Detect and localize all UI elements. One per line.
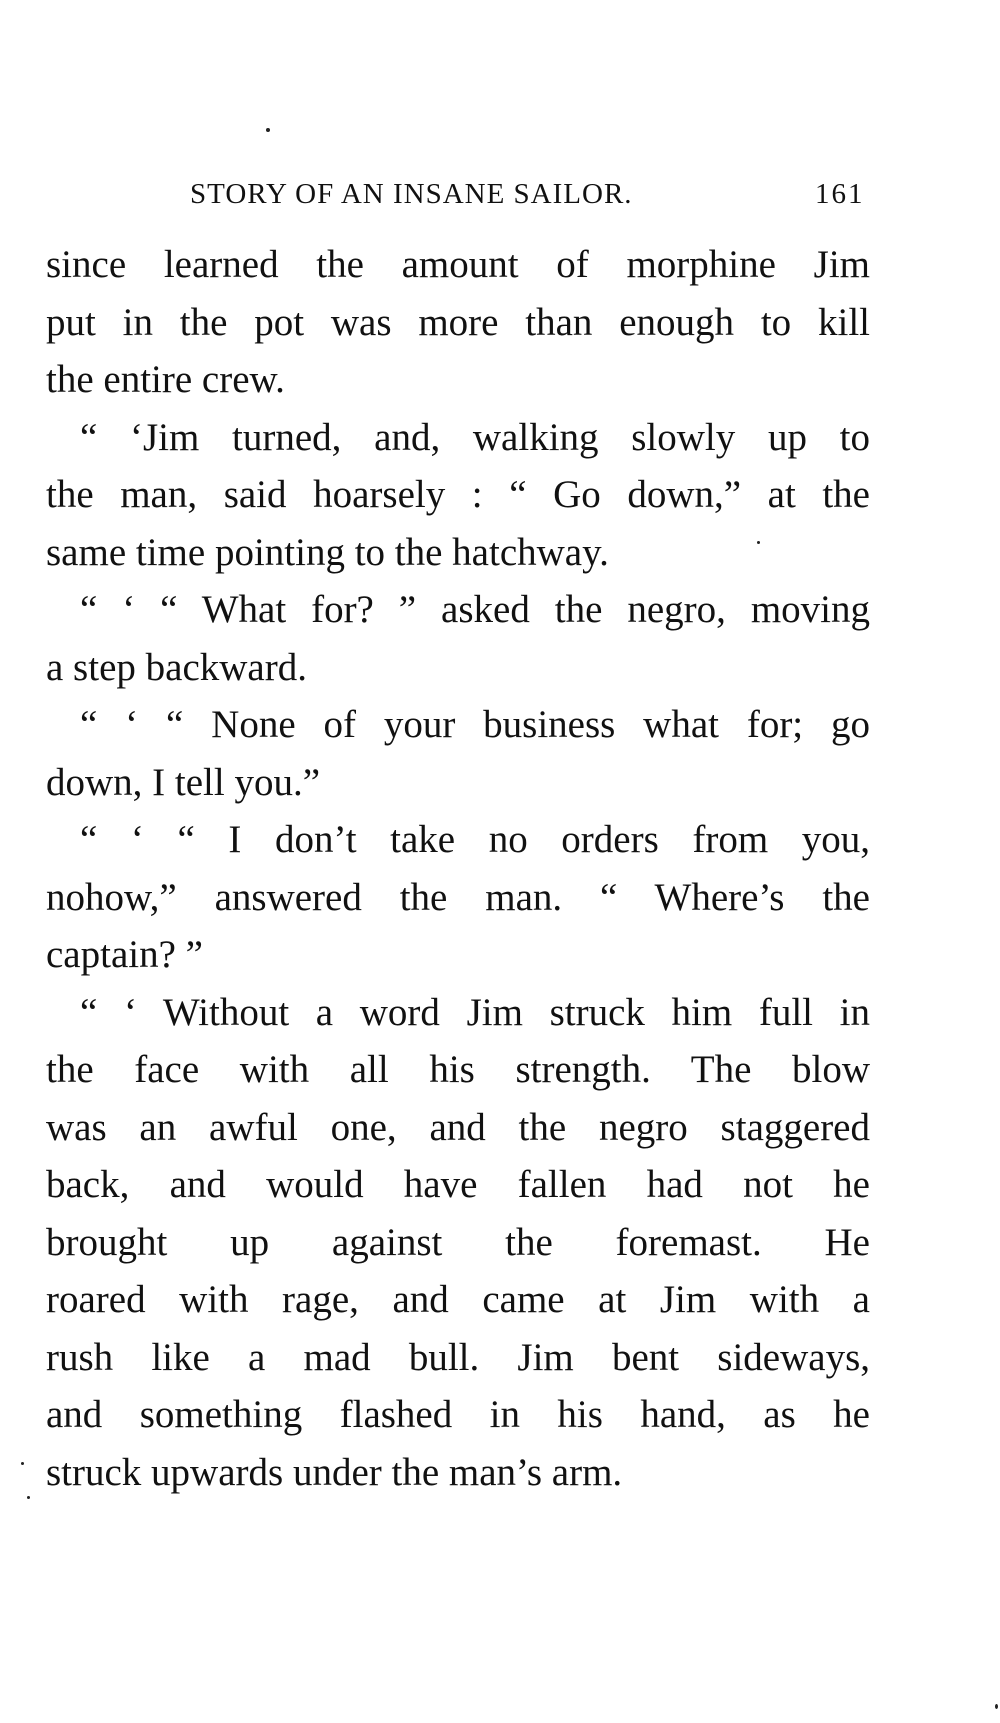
- text-line: roared with rage, and came at Jim with a: [46, 1278, 870, 1321]
- text-line: “ ‘ “ None of your business what for; go: [80, 703, 870, 746]
- text-line: “ ‘ Without a word Jim struck him full in: [80, 990, 870, 1034]
- text-line: a step backward.: [46, 645, 307, 689]
- text-line: struck upwards under the man’s arm.: [46, 1450, 623, 1494]
- body-text: [46, 236, 870, 1501]
- ink-speck: [995, 1704, 998, 1709]
- ink-speck: [21, 1462, 24, 1465]
- running-title: STORY OF AN INSANE SAILOR.: [190, 178, 633, 210]
- text-line: captain? ”: [46, 933, 203, 976]
- text-line: the man, said hoarsely : “ Go down,” at the: [46, 473, 870, 516]
- ink-speck: [757, 541, 760, 544]
- ink-speck: [266, 128, 270, 132]
- text-line: put in the pot was more than enough to kill: [46, 300, 870, 344]
- text-line: was an awful one, and the negro staggered: [46, 1105, 870, 1149]
- text-line: brought up against the foremast. He: [46, 1220, 870, 1264]
- page-number: 161: [815, 178, 865, 210]
- text-line: the entire crew.: [46, 358, 285, 401]
- text-line: “ ‘ “ I don’t take no orders from you,: [80, 818, 870, 861]
- running-head: [0, 178, 1000, 218]
- text-line: back, and would have fallen had not he: [46, 1163, 870, 1206]
- ink-speck: [27, 1496, 30, 1499]
- text-line: “ ‘ “ What for? ” asked the negro, moving: [80, 588, 870, 631]
- text-line: same time pointing to the hatchway.: [46, 530, 609, 574]
- text-line: and something flashed in his hand, as he: [46, 1393, 870, 1436]
- text-line: down, I tell you.”: [46, 760, 321, 804]
- text-line: “ ‘Jim turned, and, walking slowly up to: [80, 415, 870, 459]
- text-line: the face with all his strength. The blow: [46, 1048, 870, 1091]
- text-line: nohow,” answered the man. “ Where’s the: [46, 875, 870, 919]
- text-line: since learned the amount of morphine Jim: [46, 243, 870, 286]
- text-line: rush like a mad bull. Jim bent sideways,: [46, 1335, 870, 1379]
